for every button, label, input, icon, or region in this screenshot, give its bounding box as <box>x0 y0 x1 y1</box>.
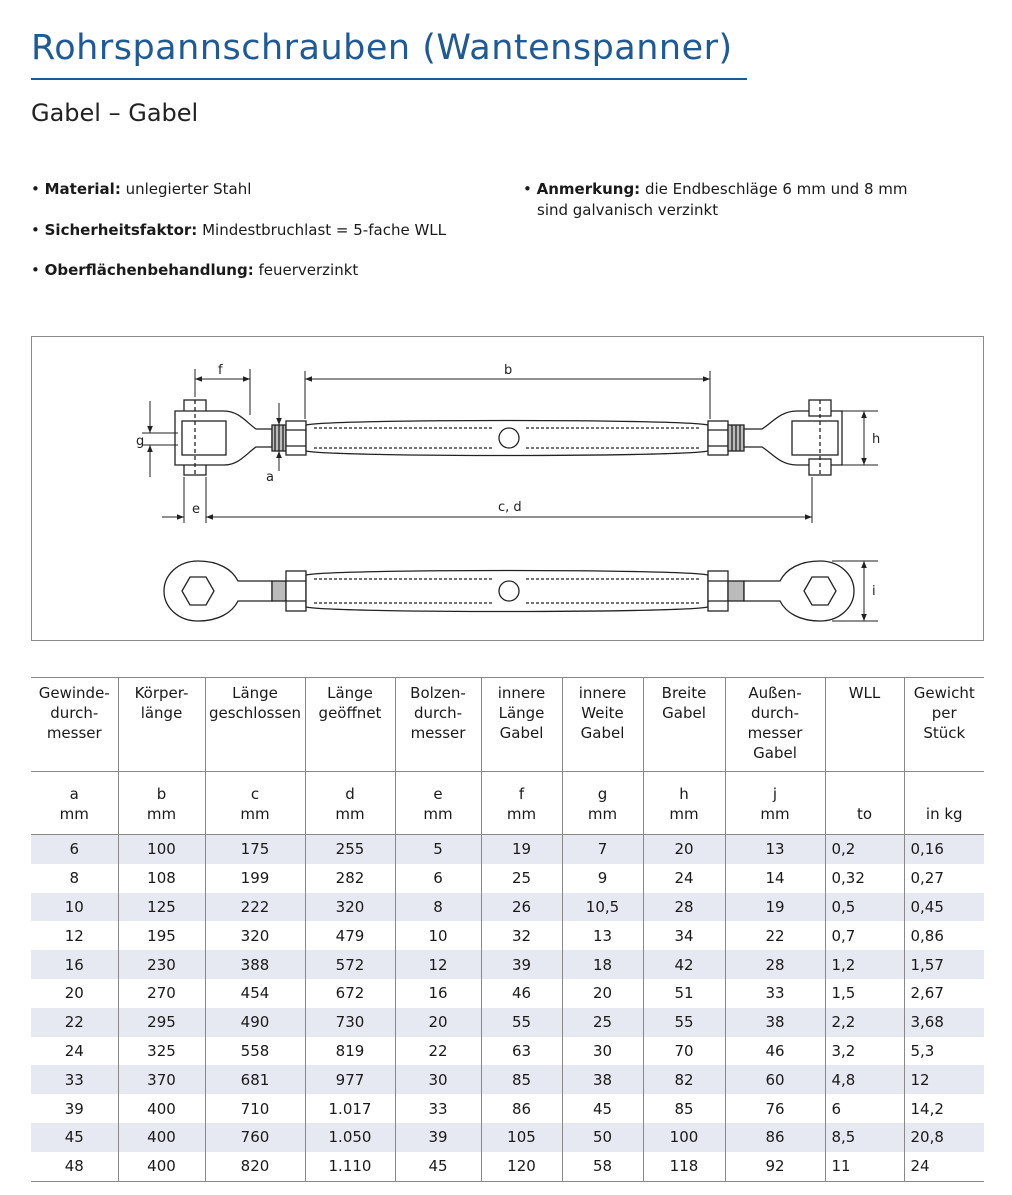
column-unit-label: mm <box>760 805 790 823</box>
table-cell: 100 <box>118 835 205 864</box>
table-row <box>31 835 984 864</box>
table-cell: 33 <box>725 979 825 1008</box>
table-row <box>31 893 984 922</box>
column-symbol <box>905 784 985 804</box>
table-cell: 14,2 <box>910 1099 944 1118</box>
column-header <box>825 678 904 772</box>
table-cell: 819 <box>305 1037 395 1066</box>
column-header-line: Gabel <box>499 724 544 742</box>
column-header <box>305 678 395 772</box>
column-unit <box>118 772 205 835</box>
spec-value: Mindestbruchlast = 5-fache WLL <box>202 221 446 239</box>
table-cell: 1.110 <box>305 1152 395 1181</box>
column-header-line: Körper- <box>134 684 189 702</box>
spec-surface: • Oberflächenbehandlung: feuerverzinkt <box>31 261 359 279</box>
column-header <box>118 678 205 772</box>
turnbuckle-drawing <box>32 337 985 642</box>
column-unit <box>562 772 643 835</box>
column-header <box>481 678 562 772</box>
dim-label-h: h <box>872 432 881 447</box>
table-cell: 45 <box>31 1123 118 1152</box>
dim-label-i: i <box>872 584 876 599</box>
table-body <box>31 835 984 1182</box>
table-cell: 6 <box>31 835 118 864</box>
column-unit <box>725 772 825 835</box>
dim-label-b: b <box>504 363 513 378</box>
table-cell: 55 <box>643 1008 725 1037</box>
table-cell: 295 <box>118 1008 205 1037</box>
table-cell: 46 <box>725 1037 825 1066</box>
table-cell: 42 <box>643 950 725 979</box>
table-cell: 22 <box>725 921 825 950</box>
column-unit-label: mm <box>240 805 270 823</box>
column-header-line: Gabel <box>580 724 625 742</box>
column-unit-label: mm <box>146 805 177 823</box>
table-cell: 255 <box>305 835 395 864</box>
table-cell: 19 <box>725 893 825 922</box>
table-cell: 55 <box>481 1008 562 1037</box>
table-cell: 8,5 <box>825 1123 904 1152</box>
table-cell: 12 <box>395 950 481 979</box>
table-cell: 14 <box>725 864 825 893</box>
spec-note-line2: sind galvanisch verzinkt <box>537 201 719 219</box>
title-underline <box>31 78 747 80</box>
table-cell: 672 <box>305 979 395 1008</box>
column-header-line: durch- <box>750 704 800 722</box>
table-cell: 30 <box>562 1037 643 1066</box>
table-cell: 13 <box>562 921 643 950</box>
table-cell: 490 <box>205 1008 305 1037</box>
spec-value: feuerverzinkt <box>258 261 359 279</box>
table-cell: 10 <box>31 893 118 922</box>
column-header-line: Gewicht <box>913 684 975 702</box>
table-cell: 6 <box>825 1094 904 1123</box>
spec-label: Anmerkung: <box>536 180 641 198</box>
table-cell: 50 <box>562 1123 643 1152</box>
table-cell: 118 <box>643 1152 725 1181</box>
table-cell: 24 <box>643 864 725 893</box>
table-cell: 760 <box>205 1123 305 1152</box>
table-cell: 20 <box>395 1008 481 1037</box>
table-cell: 22 <box>31 1008 118 1037</box>
table-cell: 18 <box>562 950 643 979</box>
table-cell: 28 <box>725 950 825 979</box>
column-symbol: g <box>597 785 608 803</box>
nut-right <box>708 421 728 455</box>
column-header <box>725 678 825 772</box>
table-cell: 1,5 <box>825 979 904 1008</box>
column-unit-label: mm <box>587 805 618 823</box>
column-header <box>395 678 481 772</box>
column-header-line: Länge <box>327 684 373 702</box>
column-header-line: innere <box>497 684 546 702</box>
nut-left <box>286 421 306 455</box>
header-row-units <box>31 772 984 835</box>
table-cell: 7 <box>562 835 643 864</box>
spec-value: die Endbeschläge 6 mm und 8 mm <box>644 180 908 198</box>
column-header-line: geschlossen <box>208 704 302 722</box>
table-cell: 33 <box>31 1065 118 1094</box>
dim-label-g: g <box>136 434 145 449</box>
thread-left <box>272 425 286 451</box>
column-unit-label: mm <box>59 805 89 823</box>
table-cell: 100 <box>643 1123 725 1152</box>
column-unit <box>825 772 904 835</box>
table-cell: 12 <box>904 1065 984 1094</box>
table-cell: 730 <box>305 1008 395 1037</box>
table-cell: 19 <box>481 835 562 864</box>
table-cell: 1.017 <box>305 1094 395 1123</box>
dim-label-a: a <box>266 470 274 485</box>
table-cell: 25 <box>481 864 562 893</box>
table-cell: 400 <box>118 1152 205 1181</box>
column-header-line: Bolzen- <box>410 684 466 702</box>
table-cell: 710 <box>205 1094 305 1123</box>
table-cell: 0,7 <box>825 921 904 950</box>
column-header-line: messer <box>46 724 102 742</box>
table-cell: 282 <box>305 864 395 893</box>
table-cell: 82 <box>643 1065 725 1094</box>
table-cell: 8 <box>31 864 118 893</box>
table-cell: 25 <box>562 1008 643 1037</box>
thread-lower-right <box>728 581 744 601</box>
column-header-line: Weite <box>581 704 624 722</box>
table-cell: 5 <box>395 835 481 864</box>
column-unit-label: mm <box>669 805 699 823</box>
column-header <box>562 678 643 772</box>
spec-list <box>31 179 991 289</box>
table-cell: 48 <box>31 1152 118 1181</box>
table-cell: 12 <box>31 921 118 950</box>
table-row <box>31 1008 984 1037</box>
column-unit-label: mm <box>423 805 453 823</box>
column-header-line: Außen- <box>748 684 802 702</box>
table-row <box>31 921 984 950</box>
table-cell: 230 <box>118 950 205 979</box>
column-header <box>643 678 725 772</box>
table-cell: 388 <box>205 950 305 979</box>
table-cell: 1.050 <box>305 1123 395 1152</box>
spec-value: unlegierter Stahl <box>125 180 252 198</box>
spec-label: Oberflächenbehandlung: <box>44 261 254 279</box>
table-cell: 125 <box>118 893 205 922</box>
eye-right <box>744 561 854 621</box>
table-cell: 0,5 <box>825 893 904 922</box>
column-symbol: j <box>772 785 778 803</box>
table-cell: 86 <box>481 1094 562 1123</box>
thread-lower-left <box>272 581 286 601</box>
column-unit <box>31 772 118 835</box>
column-symbol: a <box>69 785 79 803</box>
table-cell: 195 <box>118 921 205 950</box>
dim-label-f: f <box>218 363 223 378</box>
table-cell: 20,8 <box>904 1123 984 1152</box>
column-unit-label: mm <box>335 805 365 823</box>
table-cell: 370 <box>118 1065 205 1094</box>
column-header-line: messer <box>410 724 466 742</box>
table-cell: 22 <box>395 1037 481 1066</box>
table-cell: 45 <box>562 1094 643 1123</box>
technical-drawing <box>31 336 984 641</box>
table-cell: 120 <box>481 1152 562 1181</box>
table-cell: 70 <box>643 1037 725 1066</box>
body-lower <box>306 571 708 612</box>
column-header-line: länge <box>140 704 183 722</box>
column-header <box>31 678 118 772</box>
table-cell: 10,5 <box>562 893 643 922</box>
table-cell: 454 <box>205 979 305 1008</box>
spec-label: Sicherheitsfaktor: <box>44 221 198 239</box>
column-header-line: Stück <box>923 724 966 742</box>
table-cell: 60 <box>725 1065 825 1094</box>
table-row <box>31 864 984 893</box>
table-cell: 1,2 <box>825 950 904 979</box>
table-cell: 39 <box>31 1094 118 1123</box>
table-cell: 0,45 <box>904 893 984 922</box>
nut-lower-right <box>708 571 728 611</box>
column-header-line: WLL <box>848 684 881 702</box>
table-row <box>31 950 984 979</box>
table-cell: 8 <box>395 893 481 922</box>
table-cell: 0,86 <box>910 926 944 945</box>
table-cell: 85 <box>481 1065 562 1094</box>
header-row-labels <box>31 678 984 772</box>
page-title: Rohrspannschrauben (Wantenspanner) <box>31 28 733 68</box>
column-unit <box>305 772 395 835</box>
table-cell: 0,32 <box>825 864 904 893</box>
table-row <box>31 1094 984 1123</box>
column-symbol: f <box>518 785 525 803</box>
column-unit <box>904 772 984 835</box>
table-cell: 977 <box>305 1065 395 1094</box>
table-cell: 175 <box>205 835 305 864</box>
table-cell: 13 <box>725 835 825 864</box>
table-cell: 85 <box>643 1094 725 1123</box>
column-symbol: e <box>433 785 443 803</box>
table-cell: 20 <box>643 835 725 864</box>
spec-label: Material: <box>44 180 121 198</box>
table-cell: 820 <box>205 1152 305 1181</box>
page-subtitle: Gabel – Gabel <box>31 99 199 127</box>
thread-right <box>728 425 744 451</box>
fork-left <box>175 400 272 475</box>
column-symbol: d <box>345 785 355 803</box>
table-cell: 30 <box>395 1065 481 1094</box>
table-cell: 3,68 <box>904 1008 984 1037</box>
table-cell: 5,3 <box>910 1041 935 1060</box>
table-cell: 558 <box>205 1037 305 1066</box>
table-cell: 320 <box>305 893 395 922</box>
column-unit <box>481 772 562 835</box>
table-cell: 33 <box>395 1094 481 1123</box>
column-header-line: Gabel <box>662 704 706 722</box>
column-header <box>904 678 984 772</box>
column-unit-label: in kg <box>925 805 963 823</box>
table-cell: 479 <box>305 921 395 950</box>
table-row <box>31 1123 984 1152</box>
table-cell: 105 <box>481 1123 562 1152</box>
table-cell: 6 <box>395 864 481 893</box>
table-cell: 2,67 <box>910 984 944 1003</box>
column-header <box>205 678 305 772</box>
table-row <box>31 1065 984 1094</box>
column-symbol: c <box>250 785 260 803</box>
table-cell: 0,27 <box>910 869 944 888</box>
table-cell: 86 <box>725 1123 825 1152</box>
table-cell: 58 <box>562 1152 643 1181</box>
column-header-line: innere <box>578 684 627 702</box>
table-cell: 63 <box>481 1037 562 1066</box>
column-header-line: Gewinde- <box>38 684 110 702</box>
table-cell: 11 <box>825 1152 904 1181</box>
table-cell: 270 <box>118 979 205 1008</box>
table-cell: 38 <box>562 1065 643 1094</box>
table-cell: 16 <box>395 979 481 1008</box>
column-unit <box>395 772 481 835</box>
table-cell: 38 <box>725 1008 825 1037</box>
column-symbol: h <box>679 785 689 803</box>
dim-label-cd: c, d <box>498 500 522 515</box>
table-cell: 32 <box>481 921 562 950</box>
table-cell: 1,57 <box>904 950 984 979</box>
spec-safety-factor: • Sicherheitsfaktor: Mindestbruchlast = 5-fache WLL <box>31 221 446 239</box>
nut-lower-left <box>286 571 306 611</box>
table-cell: 199 <box>205 864 305 893</box>
column-header-line: messer <box>747 724 803 742</box>
column-unit-label: mm <box>506 805 537 823</box>
table-cell: 39 <box>481 950 562 979</box>
table-cell: 0,2 <box>825 835 904 864</box>
spec-table <box>31 677 984 1182</box>
table-cell: 51 <box>643 979 725 1008</box>
body-upper <box>306 421 708 456</box>
table-cell: 0,16 <box>904 835 984 864</box>
column-unit <box>643 772 725 835</box>
table-cell: 3,2 <box>825 1037 904 1066</box>
table-row <box>31 979 984 1008</box>
dim-label-e: e <box>192 502 200 517</box>
table-cell: 2,2 <box>825 1008 904 1037</box>
table-cell: 4,8 <box>825 1065 904 1094</box>
table-cell: 34 <box>643 921 725 950</box>
table-cell: 108 <box>118 864 205 893</box>
column-header-line: per <box>931 704 957 722</box>
column-symbol: b <box>156 785 167 803</box>
table-cell: 76 <box>725 1094 825 1123</box>
column-header-line: durch- <box>413 704 463 722</box>
table-cell: 400 <box>118 1094 205 1123</box>
column-header-line: Breite <box>661 684 707 702</box>
column-unit-label: to <box>856 805 873 823</box>
table-cell: 222 <box>205 893 305 922</box>
table-cell: 10 <box>395 921 481 950</box>
table-cell: 24 <box>904 1152 984 1181</box>
table-cell: 20 <box>31 979 118 1008</box>
column-header-line: Länge <box>498 704 545 722</box>
table-cell: 92 <box>725 1152 825 1181</box>
column-symbol <box>826 784 904 804</box>
table-cell: 325 <box>118 1037 205 1066</box>
spec-material: • Material: unlegierter Stahl <box>31 180 252 198</box>
table-cell: 24 <box>31 1037 118 1066</box>
spec-note: • Anmerkung: die Endbeschläge 6 mm und 8 mm <box>523 180 908 198</box>
table-row <box>31 1037 984 1066</box>
table-cell: 39 <box>395 1123 481 1152</box>
column-header-line: durch- <box>50 704 99 722</box>
column-header-line: geöffnet <box>318 704 382 722</box>
fork-right <box>744 400 842 475</box>
column-header-line: Länge <box>232 684 278 702</box>
table-cell: 26 <box>481 893 562 922</box>
column-header-line: Gabel <box>753 744 797 762</box>
eye-left <box>164 561 272 621</box>
column-unit <box>205 772 305 835</box>
table-cell: 572 <box>305 950 395 979</box>
table-row <box>31 1152 984 1181</box>
table-cell: 9 <box>562 864 643 893</box>
table-cell: 28 <box>643 893 725 922</box>
table-cell: 20 <box>562 979 643 1008</box>
table-cell: 46 <box>481 979 562 1008</box>
table-cell: 45 <box>395 1152 481 1181</box>
table-cell: 400 <box>118 1123 205 1152</box>
table-cell: 16 <box>31 950 118 979</box>
table-cell: 320 <box>205 921 305 950</box>
table-cell: 681 <box>205 1065 305 1094</box>
